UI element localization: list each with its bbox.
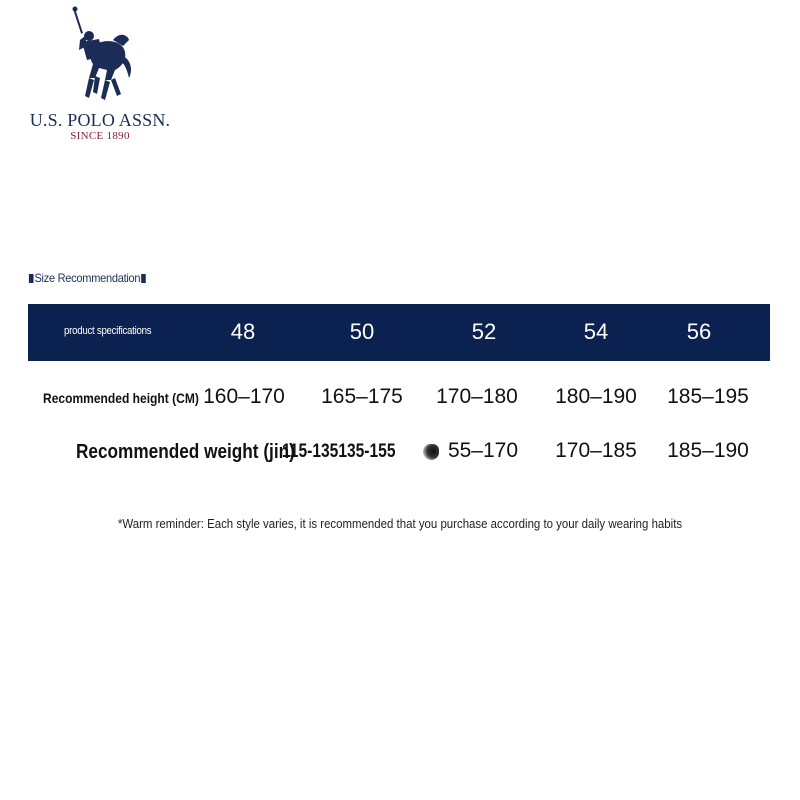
size-54: 54 — [583, 319, 609, 344]
polo-player-icon — [65, 6, 135, 106]
brand-logo — [20, 6, 180, 146]
bracket-right-icon — [141, 274, 146, 283]
height-cell-50: 165–175 — [321, 385, 403, 408]
brand-name: U.S. POLO ASSN. — [29, 110, 171, 130]
weight-cell-56: 185–190 — [667, 439, 749, 462]
height-cell-52: 170–180 — [436, 385, 518, 408]
weight-cell-48-50: 115-135135-155 — [282, 441, 396, 462]
brand-tagline: SINCE 1890 — [70, 130, 130, 142]
height-cell-56: 185–195 — [667, 385, 749, 408]
weight-cell-52: 55–170 — [447, 439, 519, 462]
height-cell-48: 160–170 — [203, 385, 285, 408]
header-label: product specifications — [64, 325, 152, 337]
weight-cell-54: 170–185 — [555, 439, 637, 462]
height-cell-54: 180–190 — [555, 385, 637, 408]
size-48: 48 — [230, 319, 256, 344]
size-56: 56 — [686, 319, 712, 344]
height-row-label: Recommended height (CM) — [43, 390, 199, 406]
warm-reminder: *Warm reminder: Each style varies, it is recommended that you purchase according to your daily wearing habits — [117, 516, 683, 531]
weight-row-label: Recommended weight (jin) — [76, 441, 295, 463]
size-50: 50 — [349, 319, 375, 344]
size-52: 52 — [471, 319, 497, 344]
section-title-text: Size Recommendation — [34, 271, 141, 285]
section-title — [28, 271, 147, 285]
bracket-left-icon — [29, 274, 34, 283]
